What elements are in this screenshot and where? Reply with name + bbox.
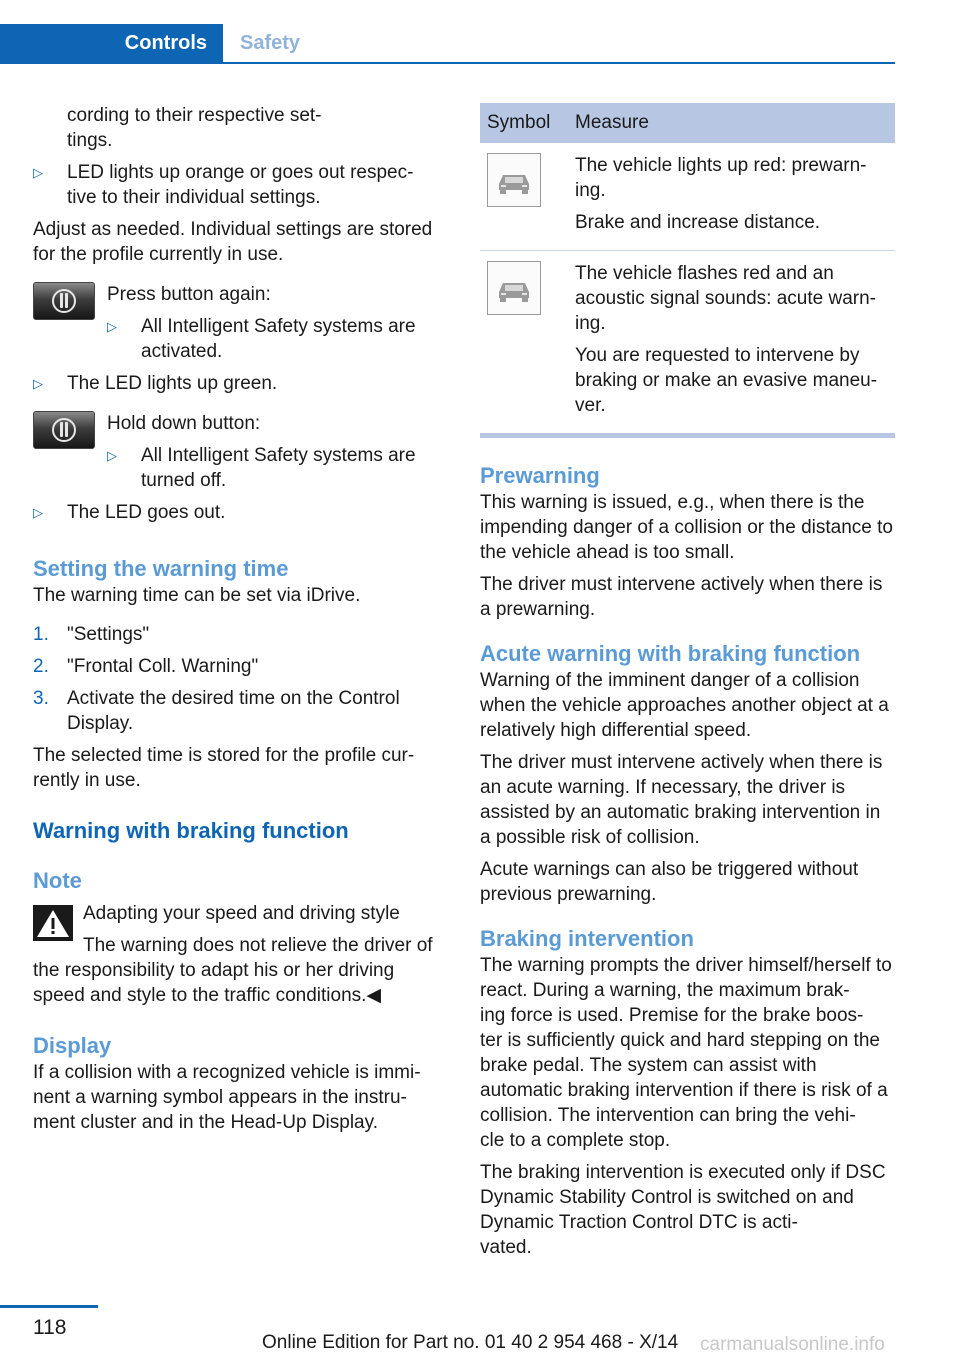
car-warning-icon: [487, 153, 541, 207]
bullet-item: ▷ LED lights up orange or goes out respec- tive to their individual settings.: [33, 162, 414, 208]
heading-braking-intervention: Braking intervention: [480, 926, 694, 951]
triangle-bullet-icon: ▷: [107, 448, 117, 463]
list-item: 1. "Settings": [33, 624, 150, 645]
header-tabbar: [0, 24, 895, 64]
heading-warning-braking: Warning with braking function: [33, 818, 349, 843]
triangle-bullet-icon: ▷: [33, 505, 43, 520]
bullet-item: ▷ The LED goes out.: [33, 502, 226, 523]
triangle-bullet-icon: ▷: [33, 376, 43, 391]
table-row: [480, 143, 895, 251]
right-column: [480, 103, 895, 1267]
warning-time-text: The warning time can be set via iDrive.: [33, 585, 361, 606]
watermark-text: carmanualsonline.info: [700, 1334, 885, 1355]
intelligent-safety-button-icon: [33, 411, 95, 449]
acute-warning-text: Warning of the imminent danger of a collision when the vehicle approaches another object at a relatively high differential speed.: [480, 670, 889, 741]
column-header-symbol: Symbol: [480, 103, 568, 143]
symbol-measure-table: [480, 103, 895, 438]
bullet-item: ▷ All Intelligent Safety systems are activated.: [107, 316, 416, 362]
triangle-bullet-icon: ▷: [107, 319, 117, 334]
bullet-item: ▷ The LED lights up green.: [33, 373, 278, 394]
hold-down-block: [33, 411, 438, 493]
adjust-text: Adjust as needed. Individual settings are stored for the profile currently in use.: [33, 219, 433, 265]
list-item: 2. "Frontal Coll. Warning": [33, 656, 259, 677]
press-again-text: Press button again:: [107, 284, 271, 305]
prewarning-text: This warning is issued, e.g., when there is the impending danger of a collision or the distance to the vehicle ahead is too small.: [480, 492, 893, 563]
heading-display: Display: [33, 1033, 112, 1058]
note-title: Adapting your speed and driving style: [83, 903, 400, 924]
note-body: The warning does not relieve the driver of the responsibility to adapt his or her driving speed and style to the traffic conditions.◀: [33, 935, 433, 1006]
table-row: [480, 251, 895, 436]
measure-text: The vehicle lights up red: prewarn- ing.: [575, 155, 867, 201]
tab-controls[interactable]: Controls: [0, 24, 223, 62]
page-number: 118: [33, 1316, 67, 1339]
press-again-block: [33, 282, 438, 364]
list-item: 3. Activate the desired time on the Control Display.: [33, 688, 400, 734]
display-text: If a collision with a recognized vehicle is immi- nent a warning symbol appears in the instru- ment cluster and in the Head-Up Display.: [33, 1062, 421, 1133]
measure-text: You are requested to intervene by braking or make an evasive maneu- ver.: [575, 345, 878, 416]
bullet-item: ▷ All Intelligent Safety systems are turned off.: [107, 445, 416, 491]
intelligent-safety-button-icon: [33, 282, 95, 320]
heading-acute-warning: Acute warning with braking function: [480, 641, 861, 666]
heading-warning-time: Setting the warning time: [33, 556, 289, 581]
edition-text: Online Edition for Part no. 01 40 2 954 468 - X/14: [262, 1332, 679, 1353]
measure-text: Brake and increase distance.: [575, 212, 821, 233]
tab-safety[interactable]: Safety: [240, 32, 301, 54]
heading-prewarning: Prewarning: [480, 463, 600, 488]
left-column: [33, 103, 438, 1142]
note-block: [33, 901, 438, 1008]
heading-note: Note: [33, 868, 82, 893]
hold-down-text: Hold down button:: [107, 413, 261, 434]
acute-warning-text: Acute warnings can also be triggered without previous prewarning.: [480, 859, 859, 905]
triangle-bullet-icon: ▷: [33, 165, 43, 180]
footer-divider: [0, 1305, 98, 1308]
selected-time-text: The selected time is stored for the profile cur- rently in use.: [33, 745, 415, 791]
column-header-measure: Measure: [568, 103, 895, 143]
car-warning-icon: [487, 261, 541, 315]
braking-intervention-text: The warning prompts the driver himself/herself to react. During a warning, the maximum brak- ing force is used. Premise for the brake boos- ter is sufficiently quick and hard stepping on the brake pedal. The system can assist with automatic braking intervention if there is risk of a collision. The intervention can bring the vehi- cle to a complete stop.: [480, 955, 892, 1151]
steps-list: [33, 622, 438, 736]
warning-triangle-icon: [33, 905, 73, 941]
prewarning-text: The driver must intervene actively when there is a prewarning.: [480, 574, 883, 620]
acute-warning-text: The driver must intervene actively when there is an acute warning. If necessary, the driver is assisted by an automatic braking intervention in a possible risk of collision.: [480, 752, 883, 848]
braking-intervention-text: The braking intervention is executed only if DSC Dynamic Stability Control is switched on and Dynamic Traction Control DTC is acti- vated.: [480, 1162, 886, 1258]
continued-text: cording to their respective set- tings.: [67, 105, 322, 151]
measure-text: The vehicle flashes red and an acoustic signal sounds: acute warn- ing.: [575, 263, 876, 334]
